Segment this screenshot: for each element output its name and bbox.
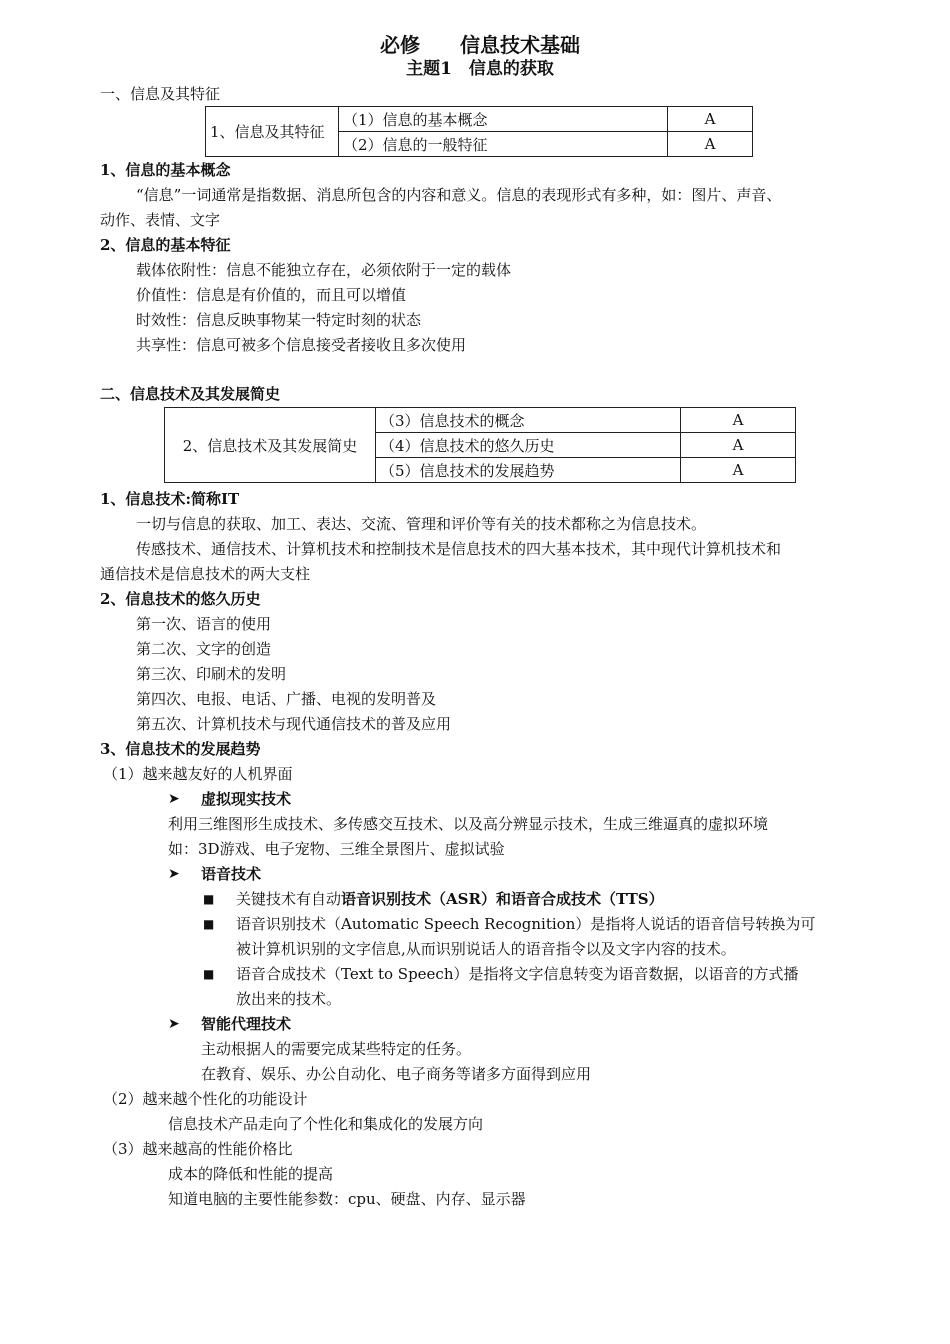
paragraph-line: 知道电脑的主要性能参数：cpu、硬盘、内存、显示器 — [168, 1190, 526, 1208]
table-item-cell: （4）信息技术的悠久历史 — [376, 433, 681, 458]
table-level-cell: A — [668, 107, 753, 132]
paragraph-line: 利用三维图形生成技术、多传感交互技术、以及高分辨显示技术，生成三维逼真的虚拟环境 — [168, 815, 769, 833]
history-line: 第五次、计算机技术与现代通信技术的普及应用 — [136, 715, 452, 733]
bullet-line: 语音合成技术（Text to Speech）是指将文字信息转变为语音数据，以语音的方式播 — [236, 965, 799, 983]
section2-subheading-3: 3、信息技术的发展趋势 — [100, 740, 261, 758]
table-level-cell: A — [681, 458, 796, 483]
arrow-bullet-icon: ➤ — [168, 1016, 180, 1032]
table-item-cell: （1）信息的基本概念 — [339, 107, 668, 132]
bullet-line: 语音识别技术（Automatic Speech Recognition）是指将人说话的语音信号转换为可 — [236, 915, 816, 933]
trend-heading: （1）越来越友好的人机界面 — [103, 765, 293, 783]
section2-subheading-2: 2、信息技术的悠久历史 — [100, 590, 261, 608]
section2-heading: 二、信息技术及其发展简史 — [100, 385, 281, 403]
paragraph-line: 成本的降低和性能的提高 — [168, 1165, 334, 1183]
table-level-cell: A — [681, 433, 796, 458]
paragraph-line: 在教育、娱乐、办公自动化、电子商务等诸多方面得到应用 — [201, 1065, 592, 1083]
table-level-cell: A — [668, 132, 753, 157]
subtopic-title: 虚拟现实技术 — [201, 790, 292, 808]
paragraph-line: 如：3D游戏、电子宠物、三维全景图片、虚拟试验 — [168, 840, 505, 858]
feature-line: 载体依附性：信息不能独立存在，必须依附于一定的载体 — [136, 261, 512, 279]
paragraph-line: 主动根据人的需要完成某些特定的任务。 — [201, 1040, 472, 1058]
history-line: 第二次、文字的创造 — [136, 640, 272, 658]
subtopic-title: 智能代理技术 — [201, 1015, 292, 1033]
table-item-cell: （5）信息技术的发展趋势 — [376, 458, 681, 483]
section1-subheading-1: 1、信息的基本概念 — [100, 161, 231, 179]
bullet-text: 关键技术有自动 — [236, 890, 342, 908]
square-bullet-icon: ■ — [203, 917, 215, 931]
trend-heading: （2）越来越个性化的功能设计 — [103, 1090, 308, 1108]
history-line: 第一次、语言的使用 — [136, 615, 272, 633]
square-bullet-icon: ■ — [203, 892, 215, 906]
feature-line: 时效性：信息反映事物某一特定时刻的状态 — [136, 311, 422, 329]
paragraph-line: 传感技术、通信技术、计算机技术和控制技术是信息技术的四大基本技术，其中现代计算机技术和 — [136, 540, 782, 558]
arrow-bullet-icon: ➤ — [168, 866, 180, 882]
bullet-line — [236, 889, 664, 909]
section1-subheading-2: 2、信息的基本特征 — [100, 236, 231, 254]
paragraph-line: 动作、表情、文字 — [100, 211, 221, 229]
arrow-bullet-icon: ➤ — [168, 791, 180, 807]
section2-requirements-table — [164, 407, 796, 483]
table-level-cell: A — [681, 408, 796, 433]
paragraph-line: 信息技术产品走向了个性化和集成化的发展方向 — [168, 1115, 484, 1133]
section2-subheading-1: 1、信息技术:简称IT — [100, 490, 240, 508]
table-group-cell: 1、信息及其特征 — [206, 107, 339, 157]
bullet-line: 被计算机识别的文字信息,从而识别说话人的语音指令以及文字内容的技术。 — [236, 940, 736, 958]
history-line: 第三次、印刷术的发明 — [136, 665, 287, 683]
feature-line: 价值性：信息是有价值的，而且可以增值 — [136, 286, 407, 304]
bullet-line: 放出来的技术。 — [236, 990, 342, 1008]
table-item-cell: （3）信息技术的概念 — [376, 408, 681, 433]
subtopic-title: 语音技术 — [201, 865, 262, 883]
page-subtitle: 主题1 信息的获取 — [406, 59, 554, 79]
feature-line: 共享性：信息可被多个信息接受者接收且多次使用 — [136, 336, 467, 354]
history-line: 第四次、电报、电话、广播、电视的发明普及 — [136, 690, 437, 708]
table-item-cell: （2）信息的一般特征 — [339, 132, 668, 157]
paragraph-line: 一切与信息的获取、加工、表达、交流、管理和评价等有关的技术都称之为信息技术。 — [136, 515, 707, 533]
section1-requirements-table — [205, 106, 753, 157]
section1-heading: 一、信息及其特征 — [100, 85, 221, 103]
table-group-cell: 2、信息技术及其发展简史 — [165, 408, 376, 483]
bullet-bold-text: 语音识别技术（ASR）和语音合成技术（TTS） — [341, 890, 664, 908]
paragraph-line: “信息”一词通常是指数据、消息所包含的内容和意义。信息的表现形式有多种，如：图片、声音、 — [136, 186, 782, 204]
trend-heading: （3）越来越高的性能价格比 — [103, 1140, 293, 1158]
paragraph-line: 通信技术是信息技术的两大支柱 — [100, 565, 311, 583]
page-title: 必修 信息技术基础 — [380, 33, 580, 57]
square-bullet-icon: ■ — [203, 967, 215, 981]
